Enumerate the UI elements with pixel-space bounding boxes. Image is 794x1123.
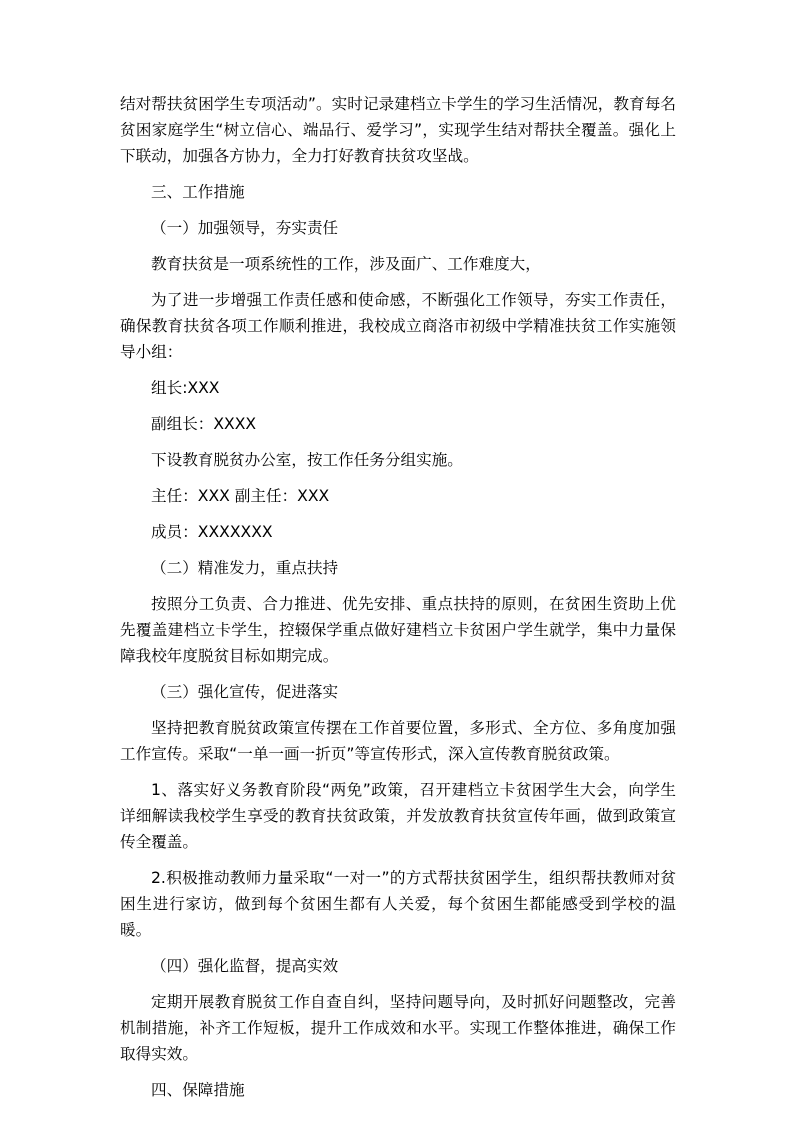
team-leader-line: 组长:XXX [151,379,220,397]
body-paragraph: 坚持把教育脱贫政策宣传摆在工作首要位置，多形式、全方位、多角度加强工作宣传。采取“一单一画一折页”等宣传形式，深入宣传教育脱贫政策。 [120,719,676,763]
body-paragraph: 下设教育脱贫办公室，按工作任务分组实施。 [151,451,463,469]
members-line: 成员：XXXXXXX [151,523,273,541]
numbered-item-2: 2.积极推动教师力量采取“一对一”的方式帮扶贫困学生，组织帮扶教师对贫困生进行家访，做到每个贫困生都有人关爱，每个贫困生都能感受到学校的温暖。 [120,869,676,939]
body-paragraph: 按照分工负责、合力推进、优先安排、重点扶持的原则，在贫困生资助上优先覆盖建档立卡学生，控辍保学重点做好建档立卡贫困户学生就学，集中力量保障我校年度脱贫目标如期完成。 [120,595,676,665]
intro-continued-paragraph: 结对帮扶贫困学生专项活动”。实时记录建档立卡学生的学习生活情况，教育每名贫困家庭学生“树立信心、端品行、爱学习”，实现学生结对帮扶全覆盖。强化上下联动，加强各方协力，全力打好教育扶贫攻坚战。 [120,95,676,165]
body-paragraph: 教育扶贫是一项系统性的工作，涉及面广、工作难度大， [151,255,541,273]
deputy-leader-line: 副组长：XXXX [151,415,257,433]
subsection-1-heading: （一）加强领导，夯实责任 [151,219,339,237]
numbered-item-1: 1、落实好义务教育阶段“两免”政策，召开建档立卡贫困学生大会，向学生详细解读我校学生享受的教育扶贫政策，并发放教育扶贫宣传年画，做到政策宣传全覆盖。 [120,781,676,851]
body-paragraph: 为了进一步增强工作责任感和使命感，不断强化工作领导，夯实工作责任，确保教育扶贫各项工作顺利推进，我校成立商洛市初级中学精准扶贫工作实施领导小组： [120,291,676,361]
body-paragraph: 定期开展教育脱贫工作自查自纠，坚持问题导向，及时抓好问题整改，完善机制措施，补齐工作短板，提升工作成效和水平。实现工作整体推进，确保工作取得实效。 [120,993,676,1063]
section-3-heading: 三、工作措施 [151,183,245,201]
subsection-3-heading: （三）强化宣传，促进落实 [151,683,339,701]
subsection-2-heading: （二）精准发力，重点扶持 [151,559,339,577]
subsection-4-heading: （四）强化监督，提高实效 [151,957,339,975]
director-line: 主任：XXX 副主任：XXX [151,487,330,505]
section-4-heading: 四、保障措施 [151,1081,245,1099]
document-body [120,91,676,1113]
